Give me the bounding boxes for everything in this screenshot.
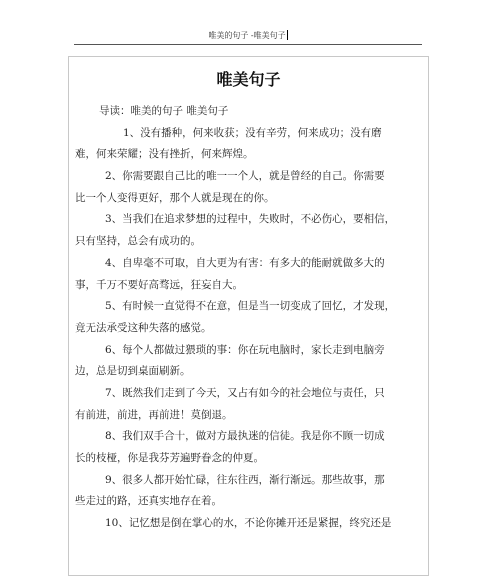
- body-line: 1、没有播种，何来收获；没有辛劳，何来成功；没有磨: [123, 126, 382, 139]
- body-line: 只有坚持，总会有成功的。: [75, 235, 201, 248]
- body-line: 事，千万不要好高骛远，狂妄自大。: [75, 278, 243, 291]
- text-cursor: [287, 30, 288, 40]
- body-line: 7、既然我们走到了今天，又占有如今的社会地位与责任，只: [105, 386, 385, 399]
- body-line: 长的枝桠，你是我芬芳遍野眷念的仲夏。: [75, 452, 264, 464]
- header-text: 唯美的句子 -唯美句子: [208, 31, 286, 40]
- page-header: [0, 30, 496, 41]
- body-line: 3、当我们在追求梦想的过程中，失败时，不必伤心，要相信，: [105, 213, 396, 226]
- body-line: 9、很多人都开始忙碌，往东往西，渐行渐远。那些故事，那: [105, 473, 385, 486]
- document-title: 唯美句子: [216, 70, 281, 89]
- body-line: 6、每个人都做过猥琐的事：你在玩电脑时，家长走到电脑旁: [105, 343, 385, 356]
- body-line: 难，何来荣耀；没有挫折，何来辉煌。: [75, 148, 254, 161]
- body-line: 有前进，前进，再前进！莫倒退。: [75, 408, 233, 421]
- document-page: [68, 56, 429, 576]
- intro-line: 导读：唯美的句子 唯美句子: [99, 105, 229, 117]
- body-line: 4、自卑毫不可取，自大更为有害：有多大的能耐就做多大的: [105, 256, 385, 269]
- header-divider: [74, 44, 422, 45]
- body-line: 比一个人变得更好，那个人就是现在的你。: [75, 191, 275, 204]
- body-line: 边，总是切到桌面刷新。: [75, 365, 191, 378]
- document-body: [69, 101, 430, 535]
- body-line: 2、你需要跟自己比的唯一一个人，就是曾经的自己。你需要: [105, 170, 385, 183]
- body-line: 10、记忆想是倒在掌心的水，不论你摊开还是紧握，终究还是: [105, 517, 392, 530]
- body-line: 8、我们双手合十，做对方最执迷的信徒。我是你不顾一切成: [105, 430, 385, 443]
- body-line: 竟无法承受这种失落的感觉。: [75, 321, 212, 334]
- body-line: 5、有时候一直觉得不在意，但是当一切变成了回忆，才发现，: [105, 300, 396, 313]
- body-line: 些走过的路，还真实地存在着。: [75, 495, 222, 508]
